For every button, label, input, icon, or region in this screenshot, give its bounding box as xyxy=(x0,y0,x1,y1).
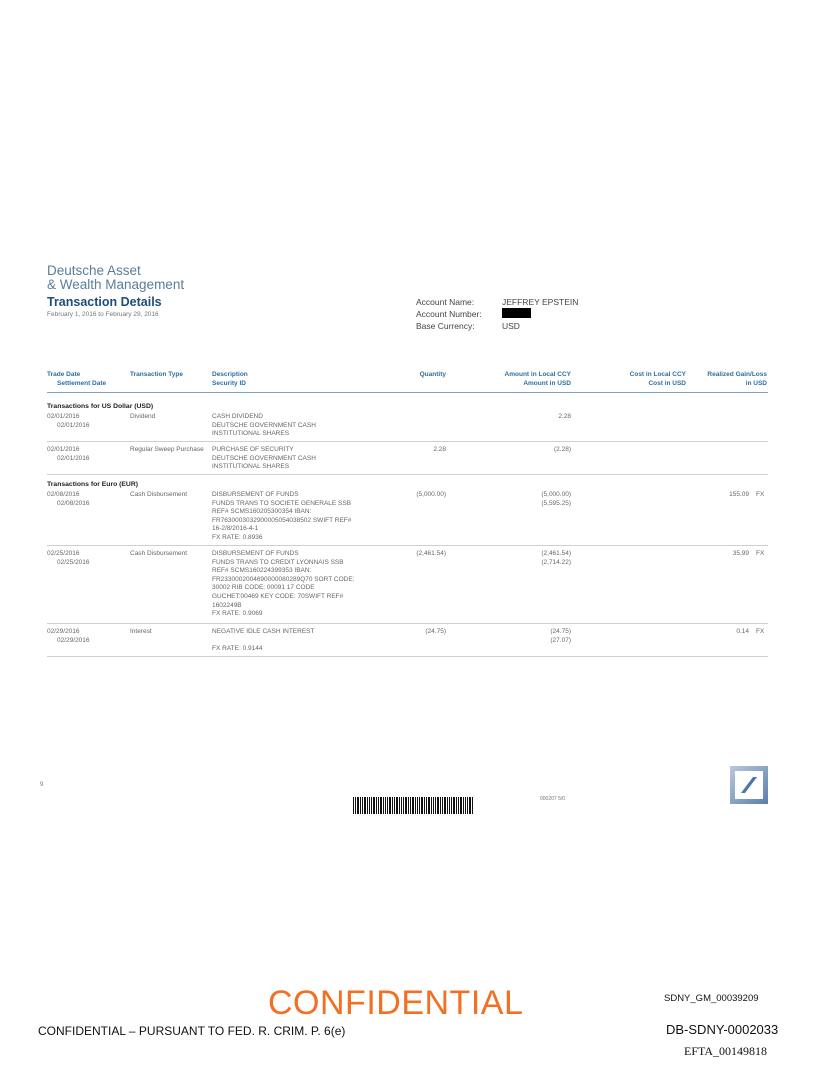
col-transaction-type: Transaction Type xyxy=(130,371,183,378)
col-realized-gain-loss-usd: in USD xyxy=(745,380,767,387)
transaction-type: Interest xyxy=(130,628,152,635)
fx-flag: FX xyxy=(756,628,765,635)
fx-flag: FX xyxy=(756,491,765,498)
description-line: FUNDS TRANS TO SOCIETE GENERALE SSB xyxy=(212,499,352,507)
amount-usd: (27.07) xyxy=(550,636,571,644)
col-quantity: Quantity xyxy=(419,371,446,378)
page-title: Transaction Details xyxy=(47,295,162,309)
barcode-icon xyxy=(353,797,473,814)
col-realized-gain-loss: Realized Gain/Loss xyxy=(707,371,767,378)
description-line: CASH DIVIDEND xyxy=(212,413,263,420)
col-amount-usd: Amount in USD xyxy=(523,380,571,387)
row-divider xyxy=(47,623,768,624)
transaction-type: Cash Disbursement xyxy=(130,550,188,557)
amount-local: (24.75) xyxy=(550,628,571,635)
row-divider xyxy=(47,656,768,657)
deutsche-bank-logo-icon xyxy=(730,766,768,804)
bates-number-bottom: DB-SDNY-0002033 xyxy=(666,1022,779,1037)
account-name-label: Account Name: xyxy=(416,297,475,307)
description-line: REF# SCMS160205300354 IBAN: xyxy=(212,508,312,516)
transaction-type: Dividend xyxy=(130,413,156,420)
description-line: NEGATIVE IDLE CASH INTEREST xyxy=(212,628,315,635)
col-description: Description xyxy=(212,371,248,378)
description-line: FR7630003032900005054038502 SWIFT REF# xyxy=(212,516,352,524)
description-line: FX RATE: 0.8936 xyxy=(212,534,263,541)
confidential-stamp: CONFIDENTIAL xyxy=(268,984,524,1022)
brand-line-2: & Wealth Management xyxy=(47,277,185,292)
settlement-date: 02/25/2016 xyxy=(57,558,90,566)
description-line: PURCHASE OF SECURITY xyxy=(212,446,294,453)
page-number: 9 xyxy=(40,782,44,788)
brand-line-1: Deutsche Asset xyxy=(47,263,141,278)
description-line: 1602249B xyxy=(212,601,242,609)
description-line: 30002 RIB CODE: 00091 17 CODE xyxy=(212,584,315,592)
col-trade-date: Trade Date xyxy=(47,371,81,378)
description-line: FX RATE: 0.9144 xyxy=(212,645,263,653)
amount-local: (2,461.54) xyxy=(541,550,571,557)
row-divider xyxy=(47,545,768,546)
base-currency-value: USD xyxy=(502,321,520,331)
section-title-eur: Transactions for Euro (EUR) xyxy=(47,481,139,488)
description-line: DISBURSEMENT OF FUNDS xyxy=(212,491,299,498)
realized-gain: 0.14 xyxy=(736,628,749,635)
header-divider xyxy=(47,392,768,393)
col-cost-local: Cost in Local CCY xyxy=(629,371,686,378)
amount-usd: (2,714.22) xyxy=(541,558,571,566)
settlement-date: 02/29/2016 xyxy=(57,636,90,644)
amount-usd: (5,595.25) xyxy=(541,499,571,507)
job-reference: 000207 5/0 xyxy=(540,796,566,802)
settlement-date: 02/01/2016 xyxy=(57,454,90,462)
section-title-usd: Transactions for US Dollar (USD) xyxy=(47,403,154,410)
realized-gain: 35.99 xyxy=(732,550,749,557)
quantity: (24.75) xyxy=(425,628,446,635)
col-amount-local: Amount in Local CCY xyxy=(504,371,571,378)
account-number-redaction xyxy=(502,308,531,318)
description-line: FUNDS TRANS TO CREDIT LYONNAIS SSB xyxy=(212,558,344,566)
row-divider xyxy=(47,474,768,475)
settlement-date: 02/08/2016 xyxy=(57,499,90,507)
description-line: DEUTSCHE GOVERNMENT CASH xyxy=(212,454,316,462)
account-number-label: Account Number: xyxy=(416,309,482,319)
description-line: DEUTSCHE GOVERNMENT CASH xyxy=(212,421,316,429)
row-divider xyxy=(47,441,768,442)
description-line: INSTITUTIONAL SHARES xyxy=(212,463,290,471)
quantity: 2.28 xyxy=(433,446,446,453)
description-line: DISBURSEMENT OF FUNDS xyxy=(212,550,299,557)
description-line: REF# SCMS160224399353 IBAN: xyxy=(212,567,312,575)
col-security-id: Security ID xyxy=(212,380,246,387)
settlement-date: 02/01/2016 xyxy=(57,421,90,429)
efta-number: EFTA_00149818 xyxy=(684,1044,768,1058)
realized-gain: 155.09 xyxy=(729,491,749,498)
description-line: 16-2/8/2016-4-1 xyxy=(212,525,259,533)
amount-local: 2.28 xyxy=(558,413,571,420)
fx-flag: FX xyxy=(756,550,765,557)
bates-number-top: SDNY_GM_00039209 xyxy=(664,993,759,1004)
trade-date: 02/01/2016 xyxy=(47,446,80,453)
base-currency-label: Base Currency: xyxy=(416,321,475,331)
description-line: INSTITUTIONAL SHARES xyxy=(212,430,290,438)
quantity: (5,000.00) xyxy=(416,491,446,498)
description-line: FR2330002004690000080289Q70 SORT CODE: xyxy=(212,575,355,583)
col-cost-usd: Cost in USD xyxy=(648,380,686,387)
statement-period: February 1, 2016 to February 29, 2016 xyxy=(47,311,159,318)
trade-date: 02/08/2016 xyxy=(47,491,80,498)
description-line: GUCHET:00469 KEY CODE: 70SWIFT REF# xyxy=(212,593,344,600)
quantity: (2,461.54) xyxy=(416,550,446,557)
trade-date: 02/25/2016 xyxy=(47,550,80,557)
description-line: FX RATE: 0.9069 xyxy=(212,610,263,618)
transaction-type: Regular Sweep Purchase xyxy=(130,446,204,453)
trade-date: 02/01/2016 xyxy=(47,413,80,420)
confidentiality-notice: CONFIDENTIAL – PURSUANT TO FED. R. CRIM. P. 6(e) xyxy=(38,1024,346,1038)
trade-date: 02/29/2016 xyxy=(47,628,80,635)
amount-local: (5,000.00) xyxy=(541,491,571,498)
account-name-value: JEFFREY EPSTEIN xyxy=(502,297,579,307)
transaction-type: Cash Disbursement xyxy=(130,491,188,498)
col-settlement-date: Settlement Date xyxy=(57,380,107,387)
amount-local: (2.28) xyxy=(554,446,571,453)
